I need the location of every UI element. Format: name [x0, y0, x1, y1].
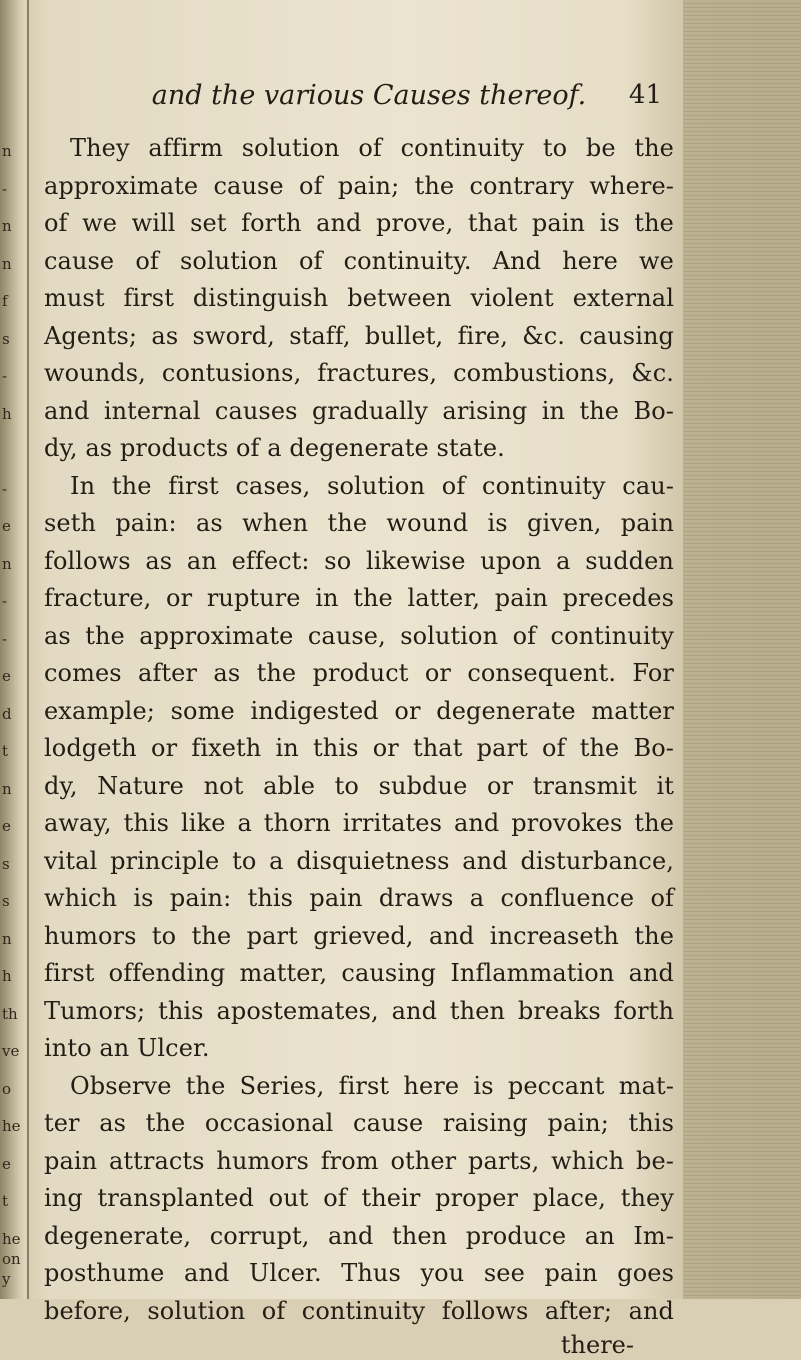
- margin-fragment: on: [2, 1250, 21, 1268]
- text-line: fracture, or rupture in the latter, pain precedes: [44, 584, 674, 612]
- text-line: which is pain: this pain draws a confluence of: [44, 884, 674, 912]
- margin-fragment: f: [2, 292, 8, 310]
- text-line: humors to the part grieved, and increaseth the: [44, 921, 674, 950]
- margin-fragment: -: [2, 480, 8, 498]
- running-head: and the various Causes thereof.: [151, 80, 587, 111]
- margin-fragment: n: [2, 780, 12, 798]
- margin-fragment: n: [2, 217, 12, 235]
- margin-fragment: e: [2, 817, 11, 835]
- text-line: approximate cause of pain; the contrary where-: [44, 171, 674, 200]
- text-line: vital principle to a disquietness and disturbance,: [44, 846, 674, 875]
- text-line: of we will set forth and prove, that pain is the: [44, 209, 674, 237]
- margin-fragment: s: [2, 855, 10, 873]
- margin-fragment: -: [2, 630, 8, 648]
- text-line: lodgeth or fixeth in this or that part of the Bo-: [44, 734, 674, 762]
- text-line: pain attracts humors from other parts, which be-: [44, 1146, 674, 1175]
- margin-fragment: n: [2, 142, 12, 160]
- catchword: there-: [560, 1331, 634, 1359]
- margin-fragment: e: [2, 667, 11, 685]
- margin-fragment: n: [2, 255, 12, 273]
- margin-fragment: he: [2, 1230, 21, 1248]
- body-text: [44, 130, 674, 1360]
- margin-fragment: n: [2, 930, 12, 948]
- margin-fragment: y: [2, 1270, 11, 1288]
- margin-fragment: o: [2, 1080, 12, 1098]
- text-line: example; some indigested or degenerate matter: [44, 696, 674, 725]
- text-line: seth pain: as when the wound is given, pain: [44, 509, 674, 537]
- text-line: posthume and Ulcer. Thus you see pain goes: [44, 1259, 674, 1287]
- text-line: dy, Nature not able to subdue or transmit it: [44, 771, 674, 800]
- page-header: [44, 80, 674, 130]
- text-line: follows as an effect: so likewise upon a sudden: [44, 546, 674, 575]
- margin-fragment: -: [2, 592, 8, 610]
- margin-fragment: e: [2, 1155, 11, 1173]
- margin-fragment: h: [2, 967, 12, 985]
- margin-fragment: n: [2, 555, 12, 573]
- text-line: ing transplanted out of their proper place, they: [44, 1184, 674, 1212]
- text-line: away, this like a thorn irritates and provokes the: [44, 809, 674, 837]
- margin-fragment: h: [2, 405, 12, 423]
- text-line: wounds, contusions, fractures, combustions, &c.: [44, 359, 674, 387]
- text-line: comes after as the product or consequent. For: [44, 659, 674, 687]
- text-line: Tumors; this apostemates, and then breaks forth: [44, 996, 674, 1025]
- facing-page-edge: [683, 0, 801, 1299]
- margin-fragment: e: [2, 517, 11, 535]
- text-line: before, solution of continuity follows after; and: [44, 1296, 674, 1325]
- text-line: into an Ulcer.: [44, 1034, 210, 1062]
- book-page: [44, 80, 674, 1360]
- margin-fragment: th: [2, 1005, 18, 1023]
- text-line: dy, as products of a degenerate state.: [44, 434, 505, 462]
- text-line: as the approximate cause, solution of continuity: [44, 621, 674, 650]
- margin-fragment: s: [2, 892, 10, 910]
- gutter-shadow-line: [27, 0, 29, 1299]
- page-number: 41: [628, 80, 662, 110]
- margin-fragment: -: [2, 180, 8, 198]
- text-line: They affirm solution of continuity to be the: [70, 134, 674, 162]
- text-line: and internal causes gradually arising in the Bo-: [44, 396, 674, 425]
- text-line: must first distinguish between violent external: [44, 284, 674, 312]
- text-line: Observe the Series, first here is peccant mat-: [70, 1071, 674, 1100]
- margin-fragment: t: [2, 1192, 9, 1210]
- text-line: degenerate, corrupt, and then produce an Im-: [44, 1221, 674, 1250]
- margin-fragment: d: [2, 705, 12, 723]
- margin-fragment: -: [2, 367, 8, 385]
- text-line: ter as the occasional cause raising pain; this: [44, 1109, 674, 1137]
- margin-fragment: t: [2, 742, 9, 760]
- text-line: first offending matter, causing Inflammation and: [44, 959, 674, 987]
- text-line: In the first cases, solution of continuity cau-: [70, 471, 674, 500]
- margin-fragment: he: [2, 1117, 21, 1135]
- text-line: cause of solution of continuity. And here we: [44, 246, 674, 275]
- text-line: Agents; as sword, staff, bullet, fire, &c. causing: [44, 321, 674, 350]
- margin-fragment: ve: [2, 1042, 20, 1060]
- margin-fragment: s: [2, 330, 10, 348]
